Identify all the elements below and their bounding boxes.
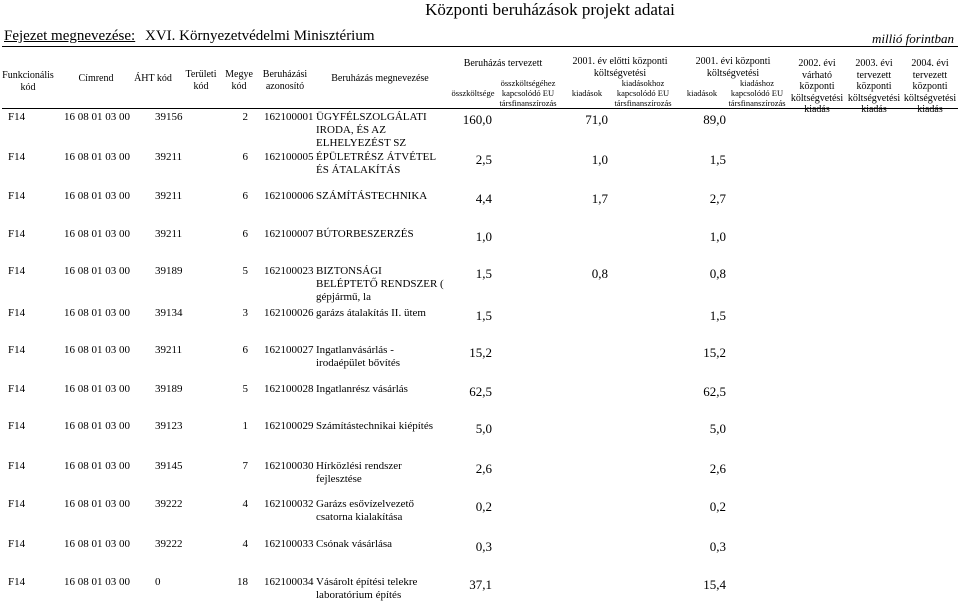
header-osszkoltseghez-eu: összköltségéhez kapcsolódó EU társfinanszírozás xyxy=(499,78,557,108)
cell-osszkoltsege: 15,2 xyxy=(469,345,492,360)
cell-funkcionalis-kod: F14 xyxy=(8,383,26,395)
cell-cimrend: 16 08 01 03 00 xyxy=(64,498,130,510)
cell-2001-elotti-kiadasok: 0,8 xyxy=(591,266,608,281)
cell-funkcionalis-kod: F14 xyxy=(8,576,26,588)
cell-megye-kod: 7 xyxy=(242,460,248,472)
cell-2001-evi-kiadasok: 89,0 xyxy=(703,112,726,127)
cell-cimrend: 16 08 01 03 00 xyxy=(64,460,130,472)
cell-funkcionalis-kod: F14 xyxy=(8,344,26,356)
cell-2001-evi-kiadasok: 1,5 xyxy=(709,308,726,323)
cell-funkcionalis-kod: F14 xyxy=(8,228,26,240)
cell-aht-kod: 39189 xyxy=(155,383,183,395)
cell-megye-kod: 6 xyxy=(242,344,248,356)
cell-azonosito: 162100033 xyxy=(264,538,314,550)
cell-2001-evi-kiadasok: 5,0 xyxy=(709,421,726,436)
cell-megye-kod: 5 xyxy=(242,383,248,395)
cell-cimrend: 16 08 01 03 00 xyxy=(64,151,130,163)
cell-azonosito: 162100023 xyxy=(264,265,314,277)
cell-funkcionalis-kod: F14 xyxy=(8,538,26,550)
page-title: Központi beruházások projekt adatai xyxy=(425,0,675,19)
cell-megnevezes: Ingatlanrész vásárlás xyxy=(316,383,408,395)
cell-cimrend: 16 08 01 03 00 xyxy=(64,576,130,588)
cell-megnevezes: ÉPÜLETRÉSZ ÁTVÉTEL ÉS ÁTALAKÍTÁS xyxy=(316,151,436,176)
cell-2001-evi-kiadasok: 0,2 xyxy=(709,499,726,514)
cell-megye-kod: 1 xyxy=(242,420,248,432)
header-2004-evi: 2004. évi tervezett központi költségvetési kiadás xyxy=(903,58,957,115)
cell-osszkoltsege: 2,6 xyxy=(475,461,492,476)
cell-funkcionalis-kod: F14 xyxy=(8,460,26,472)
header-teruleti-kod: Területi kód xyxy=(185,69,217,92)
cell-osszkoltsege: 37,1 xyxy=(469,577,492,592)
cell-megnevezes: Ingatlanvásárlás - irodaépület bővítés xyxy=(316,344,401,369)
header-cimrend: Címrend xyxy=(78,73,114,84)
cell-osszkoltsege: 1,5 xyxy=(475,266,492,281)
header-2001-elotti-eu: kiadásokhoz kapcsolódó EU társfinanszírozás xyxy=(614,78,672,108)
cell-2001-evi-kiadasok: 15,2 xyxy=(703,345,726,360)
cell-aht-kod: 39222 xyxy=(155,538,183,550)
cell-megnevezes: Hírközlési rendszer fejlesztése xyxy=(316,460,402,485)
cell-osszkoltsege: 0,2 xyxy=(475,499,492,514)
cell-funkcionalis-kod: F14 xyxy=(8,307,26,319)
cell-aht-kod: 39211 xyxy=(155,151,183,163)
header-aht-kod: ÁHT kód xyxy=(134,73,172,84)
cell-aht-kod: 39189 xyxy=(155,265,183,277)
header-top-rule xyxy=(2,46,958,47)
cell-azonosito: 162100034 xyxy=(264,576,314,588)
cell-2001-evi-kiadasok: 0,3 xyxy=(709,539,726,554)
cell-azonosito: 162100001 xyxy=(264,111,314,123)
cell-aht-kod: 39211 xyxy=(155,190,183,202)
header-2001-elotti-kiadasok: kiadások xyxy=(571,88,603,98)
header-2001-evi-kiadasok: kiadások xyxy=(686,88,718,98)
cell-azonosito: 162100026 xyxy=(264,307,314,319)
cell-megye-kod: 6 xyxy=(242,190,248,202)
cell-azonosito: 162100005 xyxy=(264,151,314,163)
cell-azonosito: 162100028 xyxy=(264,383,314,395)
cell-aht-kod: 39134 xyxy=(155,307,183,319)
cell-funkcionalis-kod: F14 xyxy=(8,190,26,202)
cell-megnevezes: garázs átalakítás II. ütem xyxy=(316,307,426,319)
cell-megye-kod: 6 xyxy=(242,228,248,240)
cell-2001-evi-kiadasok: 2,7 xyxy=(709,191,726,206)
cell-megye-kod: 3 xyxy=(242,307,248,319)
cell-cimrend: 16 08 01 03 00 xyxy=(64,307,130,319)
cell-2001-evi-kiadasok: 15,4 xyxy=(703,577,726,592)
cell-cimrend: 16 08 01 03 00 xyxy=(64,344,130,356)
cell-osszkoltsege: 160,0 xyxy=(462,112,492,127)
cell-2001-elotti-kiadasok: 1,0 xyxy=(591,152,608,167)
cell-2001-elotti-kiadasok: 1,7 xyxy=(591,191,608,206)
header-funkcionalis-kod: Funkcionális kód xyxy=(2,70,54,93)
cell-azonosito: 162100032 xyxy=(264,498,314,510)
cell-2001-elotti-kiadasok: 71,0 xyxy=(585,112,608,127)
cell-megnevezes: SZÁMÍTÁSTECHNIKA xyxy=(316,190,428,202)
cell-azonosito: 162100006 xyxy=(264,190,314,202)
cell-aht-kod: 39156 xyxy=(155,111,183,123)
cell-osszkoltsege: 1,5 xyxy=(475,308,492,323)
cell-funkcionalis-kod: F14 xyxy=(8,498,26,510)
cell-megnevezes: Vásárolt építési telekre laboratórium építés xyxy=(316,576,418,601)
cell-megnevezes: BIZTONSÁGI BELÉPTETŐ RENDSZER ( gépjármű, la xyxy=(316,265,444,303)
cell-cimrend: 16 08 01 03 00 xyxy=(64,111,130,123)
cell-megye-kod: 4 xyxy=(242,538,248,550)
header-2002-evi: 2002. évi várható központi költségvetési kiadás xyxy=(790,58,844,115)
header-2003-evi: 2003. évi tervezett központi költségvetési kiadás xyxy=(847,58,901,115)
cell-megye-kod: 2 xyxy=(242,111,248,123)
cell-cimrend: 16 08 01 03 00 xyxy=(64,190,130,202)
cell-cimrend: 16 08 01 03 00 xyxy=(64,228,130,240)
header-osszkoltsege: összköltsége xyxy=(451,88,495,98)
cell-2001-evi-kiadasok: 62,5 xyxy=(703,384,726,399)
chapter-label: Fejezet megnevezése: xyxy=(4,28,136,44)
cell-osszkoltsege: 2,5 xyxy=(475,152,492,167)
cell-aht-kod: 39211 xyxy=(155,228,183,240)
header-2001-elotti-group: 2001. év előtti központi költségvetési xyxy=(572,56,668,79)
header-azonosito: Beruházási azonosító xyxy=(262,69,308,92)
cell-megye-kod: 4 xyxy=(242,498,248,510)
cell-funkcionalis-kod: F14 xyxy=(8,420,26,432)
cell-cimrend: 16 08 01 03 00 xyxy=(64,383,130,395)
cell-azonosito: 162100027 xyxy=(264,344,314,356)
cell-2001-evi-kiadasok: 2,6 xyxy=(709,461,726,476)
cell-2001-evi-kiadasok: 1,0 xyxy=(709,229,726,244)
header-2001-evi-group: 2001. évi központi költségvetési xyxy=(695,56,771,79)
cell-funkcionalis-kod: F14 xyxy=(8,265,26,277)
cell-osszkoltsege: 1,0 xyxy=(475,229,492,244)
cell-osszkoltsege: 5,0 xyxy=(475,421,492,436)
cell-funkcionalis-kod: F14 xyxy=(8,151,26,163)
cell-azonosito: 162100029 xyxy=(264,420,314,432)
cell-megnevezes: Csónak vásárlása xyxy=(316,538,393,550)
cell-cimrend: 16 08 01 03 00 xyxy=(64,265,130,277)
cell-aht-kod: 39211 xyxy=(155,344,183,356)
cell-megnevezes: Garázs esővízelvezető csatorna kialakítása xyxy=(316,498,415,523)
cell-aht-kod: 0 xyxy=(155,576,161,588)
cell-osszkoltsege: 4,4 xyxy=(475,191,492,206)
cell-megye-kod: 18 xyxy=(237,576,248,588)
cell-megnevezes: Számítástechnikai kiépítés xyxy=(316,420,433,432)
cell-megnevezes: BÚTORBESZERZÉS xyxy=(316,228,414,240)
cell-megnevezes: ÜGYFÉLSZOLGÁLATI IRODA, ÉS AZ ELHELYEZÉST SZ xyxy=(316,111,427,149)
cell-megye-kod: 5 xyxy=(242,265,248,277)
cell-aht-kod: 39145 xyxy=(155,460,183,472)
cell-aht-kod: 39222 xyxy=(155,498,183,510)
cell-2001-evi-kiadasok: 0,8 xyxy=(709,266,726,281)
cell-azonosito: 162100007 xyxy=(264,228,314,240)
header-2001-evi-eu: kiadáshoz kapcsolódó EU társfinanszírozás xyxy=(728,78,786,108)
cell-funkcionalis-kod: F14 xyxy=(8,111,26,123)
cell-azonosito: 162100030 xyxy=(264,460,314,472)
cell-megye-kod: 6 xyxy=(242,151,248,163)
chapter-name: XVI. Környezetvédelmi Minisztérium xyxy=(145,28,375,44)
header-megye-kod: Megye kód xyxy=(225,69,253,92)
cell-aht-kod: 39123 xyxy=(155,420,183,432)
units-label: millió forintban xyxy=(872,31,954,46)
header-megnevezes: Beruházás megnevezése xyxy=(331,73,429,84)
cell-2001-evi-kiadasok: 1,5 xyxy=(709,152,726,167)
cell-osszkoltsege: 0,3 xyxy=(475,539,492,554)
header-tervezett-group: Beruházás tervezett xyxy=(463,58,543,69)
cell-osszkoltsege: 62,5 xyxy=(469,384,492,399)
cell-cimrend: 16 08 01 03 00 xyxy=(64,420,130,432)
cell-cimrend: 16 08 01 03 00 xyxy=(64,538,130,550)
